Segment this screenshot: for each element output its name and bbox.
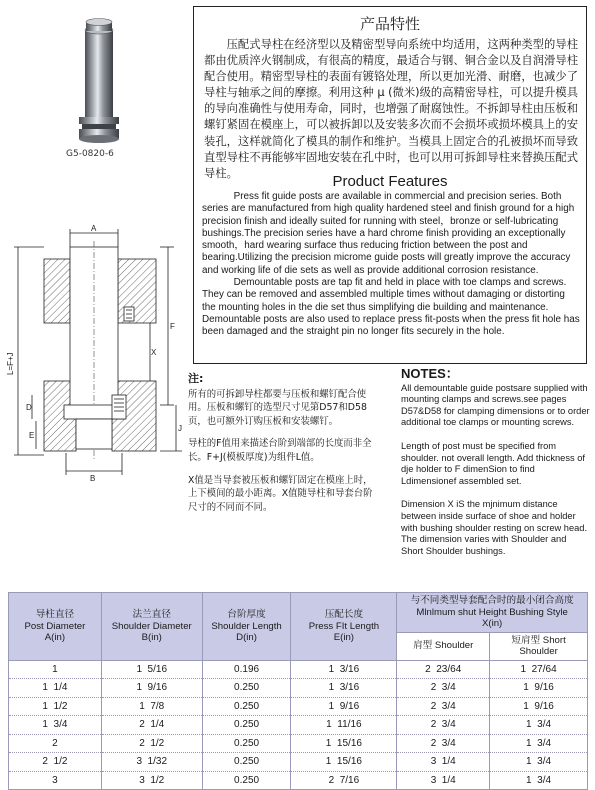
col-short-shoulder: 短肩型 Short Shoulder [490,632,588,660]
label-a: A [91,225,97,233]
notes-cn [188,372,373,523]
cell-shoulder-x: 2 23/64 [397,660,490,679]
cell-post-diameter: 3 [9,771,102,790]
header-unit: A(in) [44,632,66,643]
photo-caption: G5-0820-6 [66,149,114,159]
cell-shoulder-diameter: 1 9/16 [101,679,202,698]
header-unit: B(in) [141,632,162,643]
cell-short-shoulder-x: 1 3/4 [490,734,588,753]
table-row [9,753,588,772]
table-row [9,716,588,735]
header-en: Shoulder Length [211,620,282,632]
cell-shoulder-diameter: 3 1/32 [101,753,202,772]
table-header-row [9,593,588,633]
header-cn: 台阶厚度 [227,609,266,620]
header-unit: X(in) [482,618,503,629]
cell-short-shoulder-x: 1 3/4 [490,716,588,735]
table-row [9,697,588,716]
cell-post-diameter: 1 1/4 [9,679,102,698]
product-photo [8,8,186,166]
notes-cn-p3: X值是当导套被压板和螺钉固定在模座上时，上下模间的最小距离。X值随导柱和导套台阶尺寸的不同而不同。 [188,474,373,513]
header-cn: 压配长度 [324,609,364,620]
cell-shoulder-diameter: 1 5/16 [101,660,202,679]
cell-press-fit-length: 1 9/16 [291,697,397,716]
table-row [9,660,588,679]
cell-shoulder-length: 0.250 [202,734,291,753]
product-features-box [193,6,587,364]
cell-shoulder-length: 0.196 [202,660,291,679]
cell-post-diameter: 2 1/2 [9,753,102,772]
col-post-diameter [9,593,102,661]
cell-press-fit-length: 2 7/16 [291,771,397,790]
features-title-cn: 产品特性 [359,15,420,33]
features-text-en-2: Demountable posts are tap fit and held in place with toe clamps and screws. They can be removed and assembled multiple times without damaging or distorting the mounting holes in the die set thus simplifying die building and maintenance. Demountable posts are also used to replace press fit-posts when the press fit hole has been damaged and the straight pin no longer fits securely in the hole. [202,277,580,338]
cell-press-fit-length: 1 11/16 [291,716,397,735]
label-x: X [151,348,157,357]
header-cn: 与不同类型导套配合时的最小闭合高度 [410,595,574,606]
cell-short-shoulder-x: 1 27/64 [490,660,588,679]
features-text-en-1: Press fit guide posts are available in commercial and precision series. Both series are manufactured from high quality hardened steel and finish ground for a high precision finish and ideally suited for running with steel，bronze or self-lubricating bushings.The precision series have a hard chrome finish providing an exceptionally smooth，hard wearing surface thus reducing friction between the post and bearing.Utilizing the precision microme guide posts will greatly improve the accuracy and working life of die sets as well as provide additional corrosion resistance. [202,191,575,276]
cell-shoulder-diameter: 2 1/2 [101,734,202,753]
table-row [9,734,588,753]
cell-short-shoulder-x: 1 9/16 [490,679,588,698]
cell-shoulder-diameter: 3 1/2 [101,771,202,790]
notes-en-p2: Length of post must be specified from shoulder. not overall length. Add thickness of dje holder to F dimenSion to find Ldimensionef assembled set. [401,440,585,486]
table-row [9,679,588,698]
header-cn: 导柱直径 [35,609,75,620]
header-cn: 法兰直径 [132,609,171,620]
col-shoulder-diameter [101,593,202,661]
features-text-en [202,191,580,339]
cell-press-fit-length: 1 3/16 [291,679,397,698]
header-en: Post Diameter [24,620,86,632]
header-unit: E(in) [333,632,355,643]
technical-drawing [0,225,190,495]
features-text-cn: 压配式导柱在经济型以及精密型导向系统中均适用，这两种类型的导柱都由优质淬火钢制成，有很高的精度，最适合与钢、铜合金以及自润滑导柱配合使用。精密型导柱的表面有镀铬处理，所以更加光滑、耐磨，也减少了导柱与轴承之间的摩擦。利用这种 μ (微米)级的高精密导柱，可以提升模具的导向准确性与使用寿命，同时，也增强了耐腐蚀性。不拆卸导柱由压板和螺钉紧固在模座上，可以被拆卸以及安装多次而不会损坏或损坏模具上的安装孔，这样就简化了模具的制作和维护。当模具上固定合的孔被损坏而导致直型导柱不再能够牢固地安装在孔中时，也可以用可拆卸导柱来替换压配式导柱。 [204,38,578,180]
cell-short-shoulder-x: 1 9/16 [490,697,588,716]
header-en: Shoulder Diameter [111,620,192,632]
label-e: E [29,431,35,440]
cell-shoulder-x: 2 3/4 [397,734,490,753]
col-shoulder-length [202,593,291,661]
cell-shoulder-length: 0.250 [202,753,291,772]
cell-post-diameter: 2 [9,734,102,753]
cell-shoulder-x: 2 3/4 [397,697,490,716]
cell-shoulder-x: 3 1/4 [397,771,490,790]
col-shut-height [397,593,588,633]
header-en: Mlnlmum shut Height Bushing Style [416,606,568,618]
cell-shoulder-length: 0.250 [202,771,291,790]
cell-post-diameter: 1 1/2 [9,697,102,716]
notes-en-p1: All demountable guide postsare supplied with mounting clamps and screws.see pages D57&D58 for clamping dimensions or to order additional toe clamps or mounting screws. [401,382,590,428]
cell-shoulder-length: 0.250 [202,716,291,735]
label-f: F [170,322,175,331]
cell-shoulder-length: 0.250 [202,697,291,716]
cell-shoulder-diameter: 2 1/4 [101,716,202,735]
cell-shoulder-length: 0.250 [202,679,291,698]
col-shoulder: 肩型 Shoulder [397,632,490,660]
cell-shoulder-diameter: 1 7/8 [101,697,202,716]
cell-post-diameter: 1 3/4 [9,716,102,735]
col-press-fit-length [291,593,397,661]
label-b: B [90,474,96,483]
label-d: D [26,403,32,412]
cell-shoulder-x: 3 1/4 [397,753,490,772]
cell-press-fit-length: 1 15/16 [291,753,397,772]
label-lfj: L=F+J [6,352,15,375]
cell-post-diameter: 1 [9,660,102,679]
header-en: Press FIt Length [308,620,380,632]
cell-shoulder-x: 2 3/4 [397,716,490,735]
spec-table [8,592,588,790]
cell-shoulder-x: 2 3/4 [397,679,490,698]
table-row [9,771,588,790]
table-body [9,660,588,790]
cell-press-fit-length: 1 15/16 [291,734,397,753]
label-j: J [178,424,182,433]
notes-cn-title: 注: [188,372,204,385]
notes-en [401,368,591,569]
cell-short-shoulder-x: 1 3/4 [490,753,588,772]
notes-en-title: NOTES： [401,366,459,381]
notes-en-p3: Dimension X iS the mjnimum distance between inside surface of shoe and holder with bushing shoulder resting on screw head. The dimension varies with Shoulder and Short Shoulder bushings. [401,499,588,556]
features-title-en: Product Features [332,173,448,190]
notes-cn-p2: 导柱的F值用来描述台阶到端部的长度而非全长。F+J(模板厚度)为组件L值。 [188,438,372,463]
cell-short-shoulder-x: 1 3/4 [490,771,588,790]
header-unit: D(in) [236,632,257,643]
notes-cn-p1: 所有的可拆卸导柱都要与压板和螺钉配合使用。压板和螺钉的选型尺寸见第D57和D58页，也可额外订购压板和安装螺钉。 [188,388,367,427]
cell-press-fit-length: 1 3/16 [291,660,397,679]
